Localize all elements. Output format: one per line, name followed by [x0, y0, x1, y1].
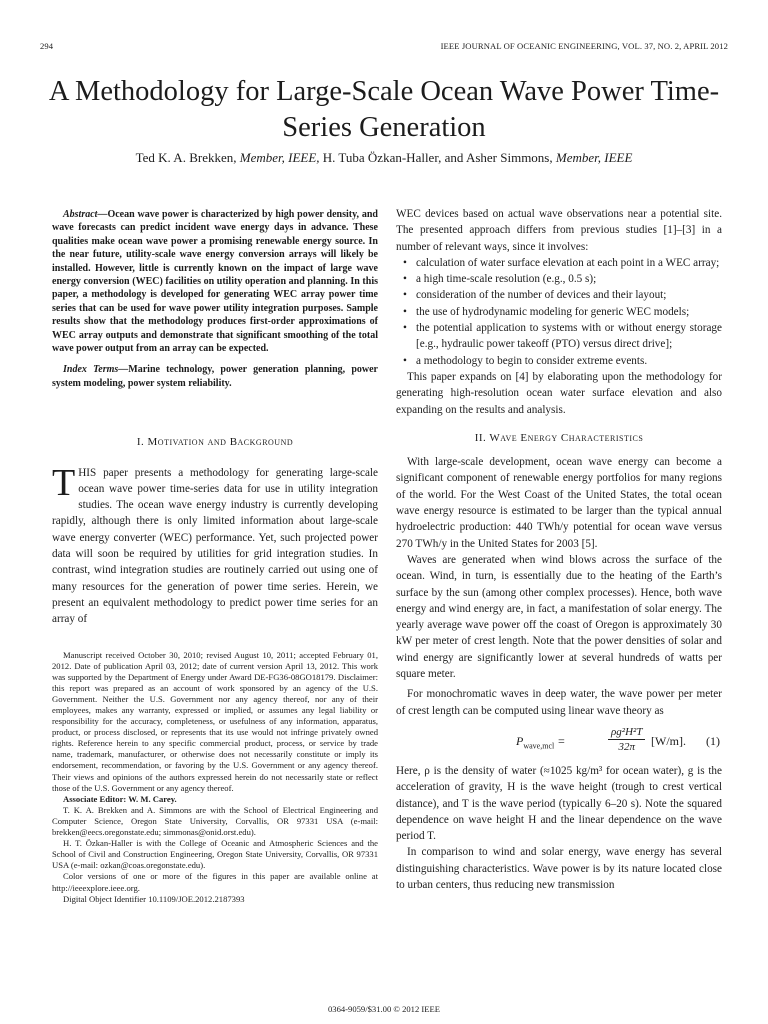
copyright-footer: 0364-9059/$31.00 © 2012 IEEE [327, 1004, 441, 1014]
author-3-role: Member, IEEE [555, 150, 633, 165]
list-item: • the potential application to systems with or without energy storage [e.g., hydraulic power takeoff (PTO) versus direct drive]; [416, 320, 722, 353]
section-2-paragraph-3: For monochromatic waves in deep water, the wave power per meter of crest length can be computed using linear wave theory as [396, 688, 722, 717]
list-item: • the use of hydrodynamic modeling for generic WEC models; [416, 304, 722, 320]
expand-paragraph: This paper expands on [4] by elaborating upon the methodology for generating high-resolution ocean water surface elevation and also expanding on the results and analysis. [396, 370, 722, 416]
footnote-editor: Associate Editor: W. M. Carey. [63, 793, 177, 804]
section-2-paragraph-2: Waves are generated when wind blows across the surface of the ocean. Wind, in turn, is essentially due to the heating of the Earth’s surface by the sun (among other complex processes). Hence, both wave energy and wind energy are, in fact, a manifestation of solar energy. The yearly average wave power off the coast of Oregon is approximately 30 kW per meter of crest length. Note that the power densities of solar and wind energy are significantly lower at several hundreds of watts per square meter. [396, 553, 722, 681]
drop-cap: T [52, 461, 76, 504]
equation-unit: [W/m]. [651, 733, 686, 748]
abstract-label: Abstract— [63, 209, 108, 220]
index-terms: Index Terms—Marine technology, power generation planning, power system modeling, power system reliability. [52, 364, 379, 389]
list-item: • consideration of the number of devices and their layout; [416, 287, 722, 303]
right-column [396, 206, 722, 893]
equation-number: (1) [706, 733, 720, 748]
section-1-paragraph: THIS paper presents a methodology for generating large-scale ocean wave power time-series data for use in utility integration studies. The ocean wave energy industry is currently developing rapidly, although there is only limited information about large-scale wave energy converter (WEC) performance. Yet, such projected power data will soon be required by utilities for grid integration studies. In contrast, wind integration studies are routinely carried out using one of many resources for the generation of power time series. Herein, we present an equivalent methodology to predict power time series for an array of [52, 461, 379, 626]
page-number: 294 [40, 41, 54, 51]
section-heading-1: I. Motivation and Background [136, 436, 294, 449]
footnote-doi: Digital Object Identifier 10.1109/JOE.2012.2187393 [63, 893, 245, 904]
paper-title: A Methodology for Large-Scale Ocean Wave Power Time-Series Generation [48, 76, 720, 143]
author-list [40, 150, 728, 166]
equation-denominator: 32π [618, 740, 635, 753]
intro-continuation: WEC devices based on actual wave observations near a potential site. The presented approach differs from previous studies [1]–[3] in a number of relevant ways, since it involves: [396, 208, 722, 253]
section-2-paragraph-5: In comparison to wind and solar energy, wave energy has several distinguishing characteristics. Wave power is by its nature located close to urban centers, thus reducing new transmission [396, 846, 722, 891]
index-terms-label: Index Terms— [63, 364, 129, 376]
left-column [52, 208, 378, 905]
equation-numerator: ρg²H²T [608, 725, 645, 740]
author-1: Ted K. A. Brekken, [135, 150, 237, 165]
footnote-color: Color versions of one or more of the figures in this paper are available online at http://ieeexplore.ieee.org. [52, 871, 378, 893]
author-1-role: Member, IEEE, [239, 150, 320, 165]
list-item: • a methodology to begin to consider extreme events. [416, 353, 722, 369]
list-item: • a high time-scale resolution (e.g., 0.5 s); [416, 271, 722, 287]
footnote-affiliation-1: T. K. A. Brekken and A. Simmons are with the School of Electrical Engineering and Computer Science, Oregon State University, Corvallis, OR 97331 USA (e-mail: brekken@eecs.oregonstate.edu; simmonas@onid.orst.edu). [52, 804, 378, 838]
equation-1 [396, 727, 722, 757]
footnote-affiliation-2: H. T. Özkan-Haller is with the College of Oceanic and Atmospheric Sciences and the School of Civil and Construction Engineering, Oregon State University, Corvallis, OR 97331 USA (e-mail: ozkan@coas.oregonstate.edu). [52, 838, 378, 871]
footnotes [52, 650, 378, 905]
list-item: • calculation of water surface elevation at each point in a WEC array; [416, 255, 722, 271]
equation-fraction [608, 725, 645, 754]
contribution-list [396, 255, 722, 369]
section-2-paragraph-1: With large-scale development, ocean wave energy can become a significant component of renewable energy portfolios for many regions of the world. For the West Coast of the United States, the total ocean wave energy resource is estimated to be larger than the typical annual hydroelectric production: 440 TWh/y potential for ocean wave versus 270 TWh/y in the United States for 2003 [5]. [396, 456, 722, 550]
author-2-3: H. Tuba Özkan-Haller, and Asher Simmons, [322, 150, 553, 165]
footnote-manuscript: Manuscript received October 30, 2010; revised August 10, 2011; accepted February 01, 2012. Date of publication April 03, 2012; date of current version April 13, 2012. This work was supported by the Department of Energy under Award DE-FG36-08GO18179. Disclaimer: this report was prepared as an account of work sponsored by an agency of the U.S. Government. Neither the U.S. Government nor any agency thereof, nor any of their employees, makes any warranty, expressed or implied, or assumes any legal liability or responsibility for the accuracy, completeness, or usefulness of any information, apparatus, product, or process disclosed, or represents that its use would not infringe privately owned rights. Reference herein to any specific commercial product, process, or service by trade name, trademark, manufacturer, or otherwise does not necessarily constitute or imply its endorsement, recommendation, or favoring by the U.S. Government or any agency thereof. Their views and opinions of the authors expressed herein do not necessarily state or reflect those of the U.S. Government or any agency thereof. [52, 649, 378, 793]
section-heading-2: II. Wave Energy Characteristics [474, 431, 644, 444]
section-2-paragraph-4: Here, ρ is the density of water (≈1025 kg/m³ for ocean water), g is the acceleration of gravity, H is the wave height (trough to crest vertical distance), and T is the wave period (typically 6–20 s). Note the squared dependence on wave height H and the linear dependence on the wave period T. [396, 764, 722, 843]
equation-lhs: $P_{wave,mcl}$ = [516, 733, 566, 751]
abstract: Abstract—Ocean wave power is characterized by high power density, and wave forecasts can predict incident wave energy days in advance. These qualities make ocean wave power a promising renewable energy source. In the near future, utility-scale wave energy conversion arrays will likely be installed. However, little is currently known on the impact of large wave energy conversion (WEC) facilities on utility operation and planning. In this paper, a methodology is developed for generating WEC array power time series that can be used for wave power utility integration purposes. Sample results show that the methodology produces first-order approximations of WEC array outputs and demonstrate that significant smoothing of the total wave power output from an array can be expected. [52, 209, 378, 355]
journal-header: IEEE JOURNAL OF OCEANIC ENGINEERING, VOL. 37, NO. 2, APRIL 2012 [440, 41, 728, 51]
